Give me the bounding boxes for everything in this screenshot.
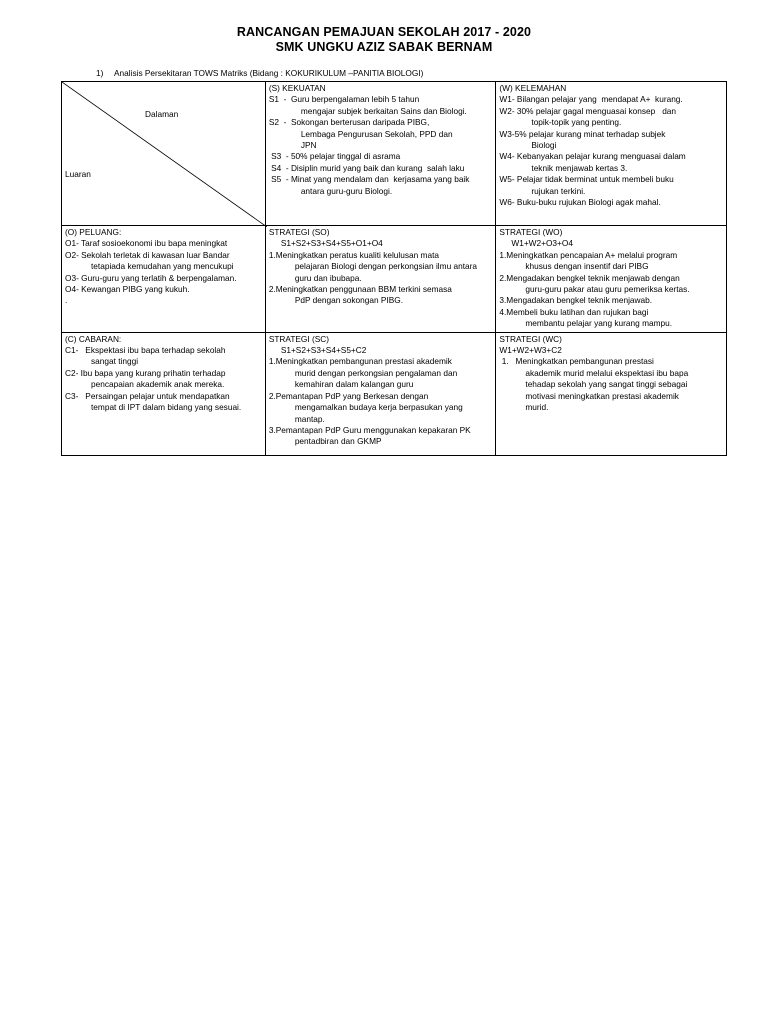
list-item xyxy=(499,295,723,306)
list-item-line: tetapiada kemudahan yang mencukupi xyxy=(91,261,234,272)
threats-list xyxy=(65,345,262,413)
list-item-line: topik-topik yang penting. xyxy=(531,117,622,128)
list-item-line: 1.Meningkatkan pencapaian A+ melalui program xyxy=(499,249,678,260)
list-item-line: O3- Guru-guru yang terlatih & berpengalaman. xyxy=(65,272,237,283)
list-item xyxy=(269,284,493,307)
list-item-line: antara guru-guru Biologi. xyxy=(300,185,393,196)
strategy-wo-formula: W1+W2+O3+O4 xyxy=(511,238,573,249)
opportunities-trailing: . xyxy=(65,295,68,306)
list-item-line: S5 - Minat yang mendalam dan kerjasama yang baik xyxy=(268,174,470,185)
list-item xyxy=(65,273,262,284)
strategy-wc-heading: STRATEGI (WC) xyxy=(499,333,562,344)
list-item-line: rujukan terkini. xyxy=(531,185,586,196)
list-item xyxy=(269,151,493,162)
school-name: SMK UNGKU AZIZ SABAK BERNAM xyxy=(275,40,493,54)
opportunities-heading: (O) PELUANG: xyxy=(65,227,122,237)
matrix-corner-cell xyxy=(62,82,266,226)
strategy-wo-heading: STRATEGI (WO) xyxy=(499,227,563,237)
list-item-line: 2.Meningkatkan penggunaan BBM terkini semasa xyxy=(268,284,452,295)
external-label: Luaran xyxy=(65,169,91,179)
list-item-line: mengajar subjek berkaitan Sains dan Biologi. xyxy=(300,105,467,116)
strategy-wo-cell xyxy=(496,226,727,333)
list-item xyxy=(269,356,493,390)
strategy-wo-list xyxy=(499,250,723,330)
diagonal-divider xyxy=(62,82,267,227)
strategy-wc-formula: W1+W2+W3+C2 xyxy=(499,345,562,356)
internal-label: Dalaman xyxy=(145,109,179,119)
list-item xyxy=(269,117,493,151)
list-item-line: O4- Kewangan PIBG yang kukuh. xyxy=(65,284,190,295)
list-item xyxy=(499,307,723,330)
list-item xyxy=(65,250,262,273)
opportunities-cell xyxy=(62,226,266,333)
list-item-line: 1.Meningkatkan peratus kualiti kelulusan mata xyxy=(268,249,439,260)
list-item xyxy=(65,238,262,249)
list-item-line: khusus dengan insentif dari PIBG xyxy=(525,261,649,272)
list-item-line: guru dan ibubapa. xyxy=(294,272,362,283)
strategy-so-heading: STRATEGI (SO) xyxy=(268,227,330,237)
list-item-line: tempat di IPT dalam bidang yang sesuai. xyxy=(91,402,242,413)
list-item xyxy=(499,94,723,105)
list-item xyxy=(269,163,493,174)
list-item xyxy=(65,391,262,414)
list-item-line: O2- Sekolah terletak di kawasan luar Bandar xyxy=(65,249,230,260)
section-label: Analisis Persekitaran TOWS Matriks (Bidang : KOKURIKULUM –PANITIA BIOLOGI) xyxy=(114,68,424,78)
list-item-line: W4- Kebanyakan pelajar kurang menguasai dalam xyxy=(499,151,686,162)
list-item-line: pelajaran Biologi dengan perkongsian ilmu antara xyxy=(294,261,478,272)
strategy-so-cell xyxy=(265,226,496,333)
list-item-line: pencapaian akademik anak mereka. xyxy=(91,379,225,390)
list-item-line: PdP dengan sokongan PIBG. xyxy=(294,295,404,306)
list-item-line: kemahiran dalam kalangan guru xyxy=(294,379,414,390)
list-item xyxy=(269,94,493,117)
list-item-line: 3.Pemantapan PdP Guru menggunakan kepakaran PK xyxy=(268,424,471,435)
list-item xyxy=(499,356,723,413)
strategy-so-formula: S1+S2+S3+S4+S5+O1+O4 xyxy=(280,238,383,249)
strategy-so-list xyxy=(269,250,493,307)
list-item-line: sangat tinggi xyxy=(91,356,139,367)
list-item-line: W5- Pelajar tidak berminat untuk membeli buku xyxy=(499,174,674,185)
list-item xyxy=(499,151,723,174)
section-number: 1) xyxy=(96,68,104,78)
list-item-line: membantu pelajar yang kurang mampu. xyxy=(525,318,673,329)
list-item-line: S4 - Disiplin murid yang baik dan kurang salah laku xyxy=(268,162,465,173)
list-item-line: mantap. xyxy=(294,413,325,424)
list-item xyxy=(65,284,262,295)
strategy-wc-cell xyxy=(496,332,727,455)
threats-cell xyxy=(62,332,266,455)
list-item-line: 1. Meningkatkan pembangunan prestasi xyxy=(499,356,654,367)
list-item xyxy=(269,250,493,284)
list-item-line: pentadbiran dan GKMP xyxy=(294,436,382,447)
list-item-line: S2 - Sokongan berterusan daripada PIBG, xyxy=(268,117,430,128)
list-item-line: teknik menjawab kertas 3. xyxy=(531,162,628,173)
list-item xyxy=(499,129,723,152)
strategy-sc-heading: STRATEGI (SC) xyxy=(268,333,330,344)
weaknesses-list xyxy=(499,94,723,208)
strategy-wc-list xyxy=(499,356,723,413)
section-heading xyxy=(96,68,423,78)
list-item-line: 1.Meningkatkan pembangunan prestasi akademik xyxy=(268,356,452,367)
weaknesses-cell xyxy=(496,82,727,226)
list-item xyxy=(499,250,723,273)
list-item xyxy=(65,345,262,368)
list-item-line: 2.Mengadakan bengkel teknik menjawab dengan xyxy=(499,272,680,283)
strengths-heading: (S) KEKUATAN xyxy=(268,83,326,93)
weaknesses-heading: (W) KELEMAHAN xyxy=(499,83,567,93)
strengths-cell xyxy=(265,82,496,226)
list-item-line: tehadap sekolah yang sangat tinggi sebagai xyxy=(525,379,688,390)
strengths-list xyxy=(269,94,493,197)
list-item-line: S1 - Guru berpengalaman lebih 5 tahun xyxy=(268,94,420,105)
list-item xyxy=(65,368,262,391)
list-item-line: W1- Bilangan pelajar yang mendapat A+ kurang. xyxy=(499,94,683,105)
threats-heading: (C) CABARAN: xyxy=(65,333,122,344)
list-item-line: 3.Mengadakan bengkel teknik menjawab. xyxy=(499,295,653,306)
list-item xyxy=(499,197,723,208)
list-item-line: Biologi xyxy=(531,140,557,151)
list-item-line: akademik murid melalui ekspektasi ibu bapa xyxy=(525,367,689,378)
list-item xyxy=(499,174,723,197)
list-item-line: W6- Buku-buku rujukan Biologi agak mahal. xyxy=(499,197,661,208)
list-item-line: S3 - 50% pelajar tinggal di asrama xyxy=(268,151,401,162)
strategy-sc-cell xyxy=(265,332,496,455)
list-item-line: motivasi meningkatkan prestasi akademik xyxy=(525,390,679,401)
strategy-sc-list xyxy=(269,356,493,447)
list-item-line: Lembaga Pengurusan Sekolah, PPD dan xyxy=(300,128,453,139)
list-item-line: 2.Pemantapan PdP yang Berkesan dengan xyxy=(268,390,429,401)
list-item-line: guru-guru pakar atau guru pemeriksa kertas. xyxy=(525,284,690,295)
list-item-line: murid. xyxy=(525,402,549,413)
list-item-line: murid dengan perkongsian pengalaman dan xyxy=(294,367,458,378)
list-item xyxy=(499,106,723,129)
list-item-line: O1- Taraf sosioekonomi ibu bapa meningkat xyxy=(65,238,228,249)
strategy-sc-formula: S1+S2+S3+S4+S5+C2 xyxy=(280,345,367,356)
list-item-line: W2- 30% pelajar gagal menguasai konsep dan xyxy=(499,105,677,116)
list-item-line: JPN xyxy=(300,140,317,151)
list-item-line: C2- Ibu bapa yang kurang prihatin terhadap xyxy=(65,367,226,378)
list-item xyxy=(269,391,493,425)
tows-matrix-table xyxy=(61,81,727,456)
list-item-line: W3-5% pelajar kurang minat terhadap subjek xyxy=(499,128,666,139)
opportunities-list xyxy=(65,238,262,295)
list-item xyxy=(269,425,493,448)
document-title: RANCANGAN PEMAJUAN SEKOLAH 2017 - 2020 xyxy=(236,25,532,39)
list-item-line: C1- Ekspektasi ibu bapa terhadap sekolah xyxy=(65,345,226,356)
list-item-line: 4.Membeli buku latihan dan rujukan bagi xyxy=(499,306,649,317)
list-item xyxy=(499,273,723,296)
list-item xyxy=(269,174,493,197)
list-item-line: C3- Persaingan pelajar untuk mendapatkan xyxy=(65,390,230,401)
list-item-line: mengamalkan budaya kerja berpasukan yang xyxy=(294,402,463,413)
